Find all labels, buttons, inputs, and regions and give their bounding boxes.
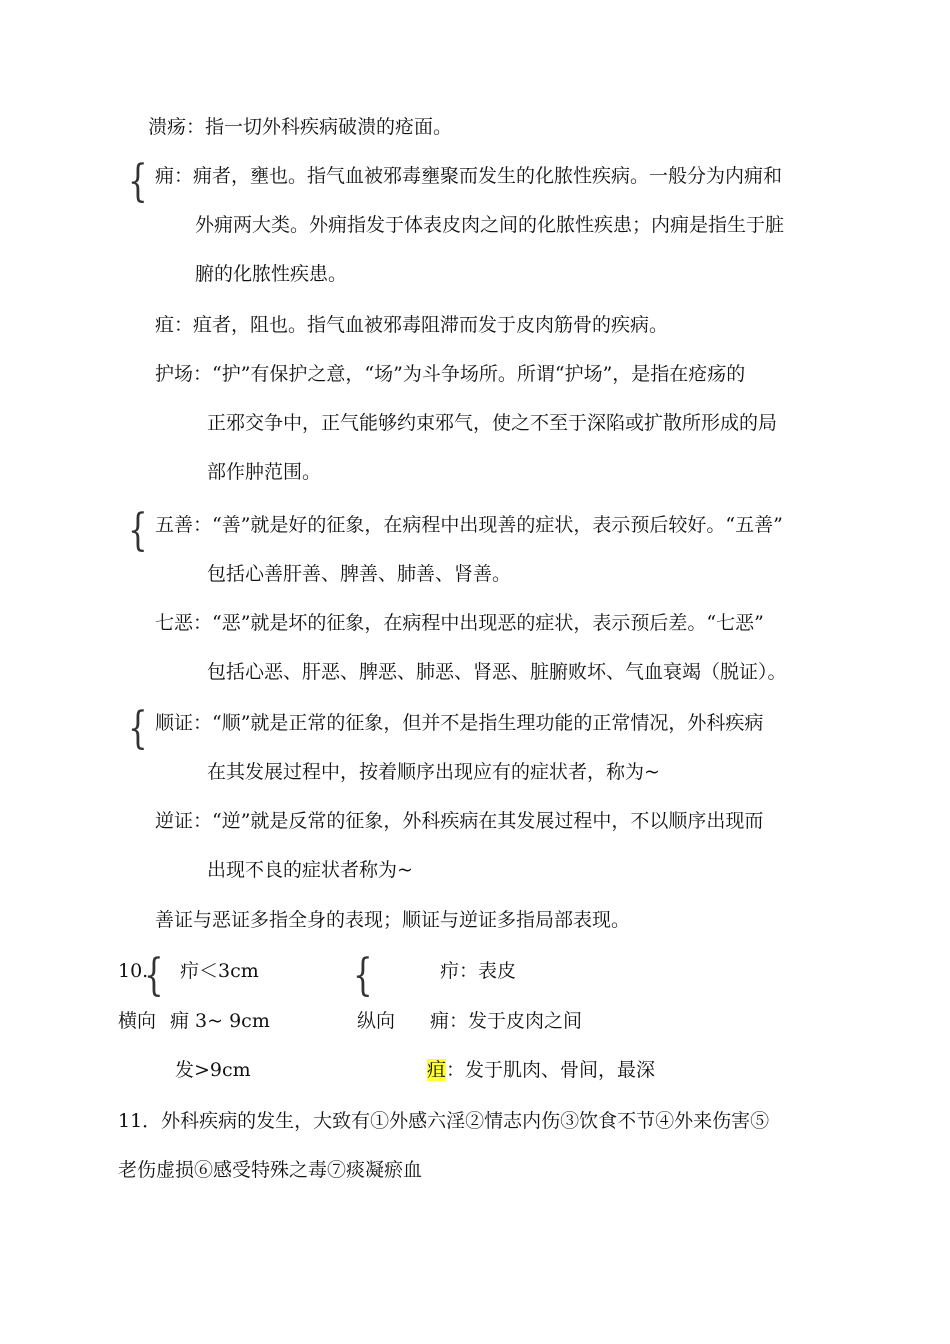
def-ju: 疽：疽者，阻也。指气血被邪毒阻滞而发于皮肉筋骨的疾病。 — [155, 314, 669, 336]
zong-jie: 疖：表皮 — [440, 960, 517, 982]
brace-yong-ju: { — [128, 156, 148, 207]
brace-zong: { — [353, 950, 373, 1001]
item10-number: 10. — [118, 960, 149, 982]
def-huchang-line3: 部作肿范围。 — [207, 461, 322, 483]
def-wushan-line1: 五善：“善”就是好的征象，在病程中出现善的症状，表示预后较好。“五善” — [155, 514, 783, 536]
def-ni-line2: 出现不良的症状者称为~ — [207, 859, 413, 881]
def-yong-line2: 外痈两大类。外痈指发于体表皮肉之间的化脓性疾患；内痈是指生于脏 — [195, 214, 785, 236]
def-ni-line1: 逆证：“逆”就是反常的征象，外科疾病在其发展过程中，不以顺序出现而 — [155, 810, 764, 832]
zong-ju-highlight: 疽 — [427, 1059, 447, 1081]
def-kuiyang: 溃疡：指一切外科疾病破溃的疮面。 — [148, 116, 453, 138]
zong-ju — [427, 1057, 655, 1083]
def-wushan-line2: 包括心善肝善、脾善、肺善、肾善。 — [207, 563, 512, 585]
zong-label: 纵向 — [357, 1010, 396, 1032]
def-shun-line1: 顺证：“顺”就是正常的征象，但并不是指生理功能的正常情况，外科疾病 — [155, 712, 764, 734]
brace-heng: { — [144, 950, 164, 1001]
def-qie-line2: 包括心恶、肝恶、脾恶、肺恶、肾恶、脏腑败坏、气血衰竭（脱证）。 — [207, 661, 787, 683]
heng-fa: 发>9cm — [175, 1059, 251, 1081]
def-yong-line1: 痈：痈者，壅也。指气血被邪毒壅聚而发生的化脓性疾病。一般分为内痈和 — [155, 165, 783, 187]
def-huchang-line2: 正邪交争中，正气能够约束邪气，使之不至于深陷或扩散所形成的局 — [207, 412, 778, 434]
brace-shun-ni: { — [128, 703, 148, 754]
def-huchang-line1: 护场：“护”有保护之意，“场”为斗争场所。所谓“护场”，是指在疮疡的 — [155, 363, 746, 385]
item11-line1: 11．外科疾病的发生，大致有①外感六淫②情志内伤③饮食不节④外来伤害⑤ — [118, 1110, 770, 1132]
heng-jie: 疖＜3cm — [180, 960, 259, 982]
zong-ju-text: ：发于肌肉、骨间，最深 — [446, 1059, 656, 1081]
def-yong-line3: 腑的化脓性疾患。 — [195, 263, 348, 285]
item11-line2: 老伤虚损⑥感受特殊之毒⑦痰凝瘀血 — [118, 1159, 423, 1181]
brace-shan-e: { — [128, 505, 148, 556]
def-qie-line1: 七恶：“恶”就是坏的征象，在病程中出现恶的症状，表示预后差。“七恶” — [155, 612, 764, 634]
zong-yong: 痈：发于皮肉之间 — [430, 1010, 583, 1032]
def-shun-line2: 在其发展过程中，按着顺序出现应有的症状者，称为~ — [207, 761, 660, 783]
heng-yong: 痈 3~ 9cm — [170, 1010, 270, 1032]
summary-line: 善证与恶证多指全身的表现；顺证与逆证多指局部表现。 — [155, 909, 631, 931]
heng-label: 横向 — [118, 1010, 157, 1032]
